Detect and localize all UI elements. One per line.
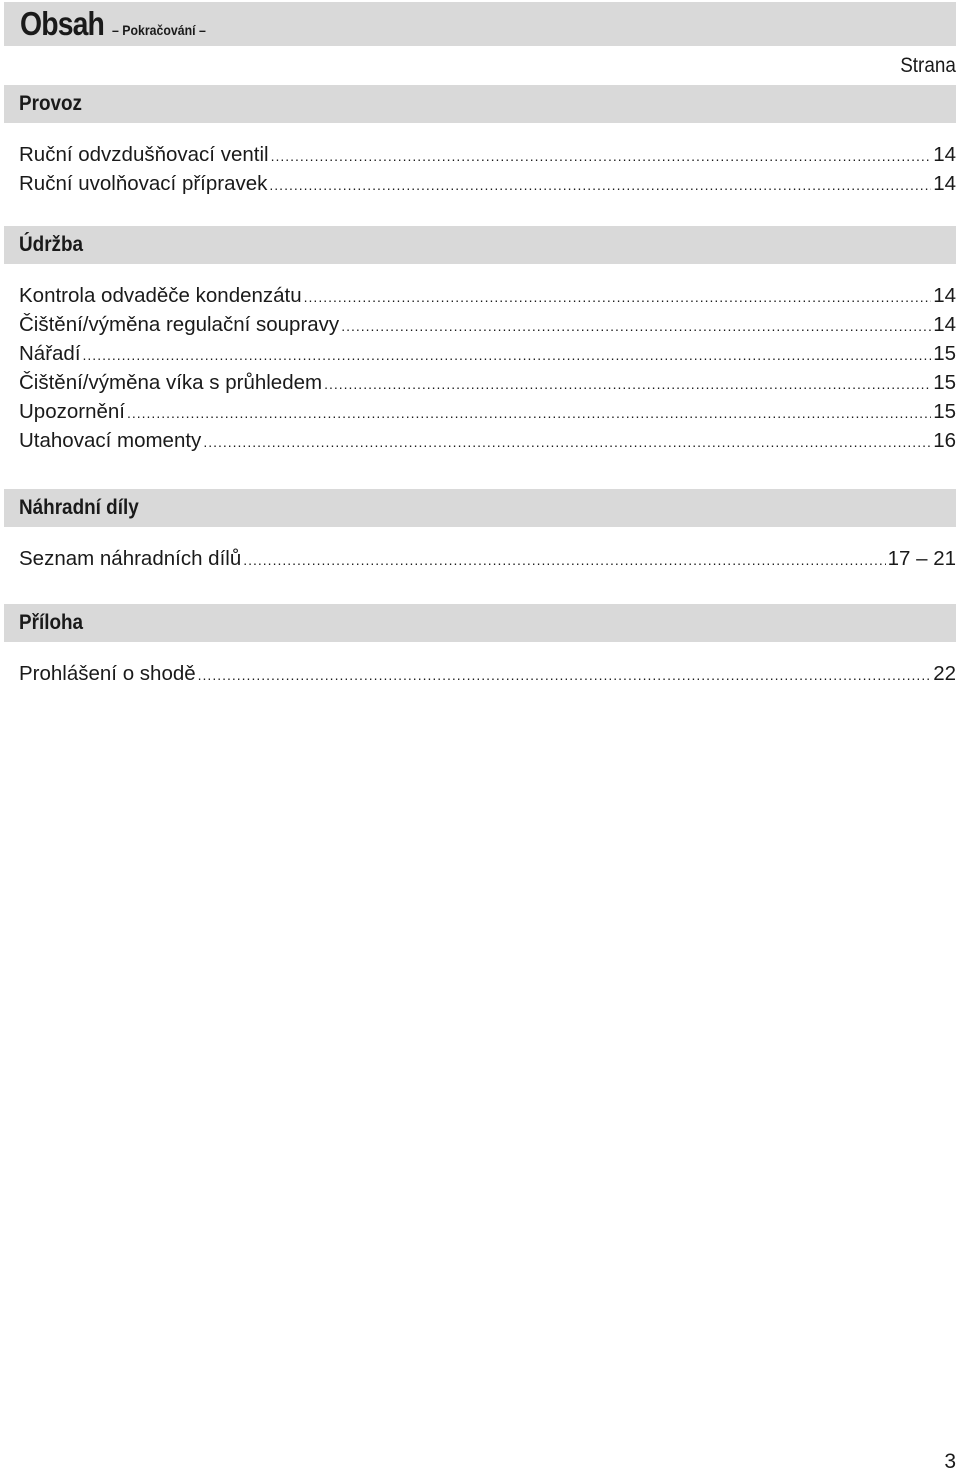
toc-entry-page: 16 bbox=[933, 429, 956, 452]
section-title: Náhradní díly bbox=[19, 496, 139, 519]
leader-dots bbox=[127, 399, 931, 426]
toc-entry-page: 22 bbox=[933, 662, 956, 685]
toc-entry-label: Ruční odvzdušňovací ventil bbox=[19, 143, 269, 166]
toc-list-provoz bbox=[19, 140, 956, 198]
leader-dots bbox=[198, 661, 932, 688]
toc-entry[interactable] bbox=[19, 140, 956, 169]
toc-entry[interactable] bbox=[19, 281, 956, 310]
section-title: Příloha bbox=[19, 611, 84, 634]
leader-dots bbox=[341, 312, 931, 339]
toc-entry-page: 14 bbox=[933, 284, 956, 307]
toc-entry-label: Ruční uvolňovací přípravek bbox=[19, 172, 268, 195]
toc-entry[interactable] bbox=[19, 659, 956, 688]
leader-dots bbox=[324, 370, 931, 397]
page-column-label: Strana bbox=[900, 54, 956, 77]
toc-entry-label: Seznam náhradních dílů bbox=[19, 547, 242, 570]
toc-entry-label: Čištění/výměna regulační soupravy bbox=[19, 313, 340, 336]
toc-entry-label: Nářadí bbox=[19, 342, 81, 365]
toc-entry-label: Kontrola odvaděče kondenzátu bbox=[19, 284, 302, 307]
section-header-provoz bbox=[4, 85, 956, 123]
page-title: Obsah bbox=[20, 5, 105, 42]
toc-entry-page: 15 bbox=[933, 371, 956, 394]
leader-dots bbox=[83, 341, 932, 368]
toc-list-priloha bbox=[19, 659, 956, 688]
page-subtitle: – Pokračování – bbox=[111, 22, 206, 38]
leader-dots bbox=[243, 546, 885, 573]
leader-dots bbox=[304, 283, 932, 310]
leader-dots bbox=[269, 171, 931, 198]
section-header-udrzba bbox=[4, 226, 956, 264]
toc-list-nahradni-dily bbox=[19, 544, 956, 573]
toc-entry-label: Upozornění bbox=[19, 400, 125, 423]
section-title: Údržba bbox=[19, 233, 84, 256]
toc-entry[interactable] bbox=[19, 368, 956, 397]
toc-entry-label: Čištění/výměna víka s průhledem bbox=[19, 371, 323, 394]
toc-entry-label: Prohlášení o shodě bbox=[19, 662, 196, 685]
toc-entry[interactable] bbox=[19, 397, 956, 426]
toc-entry-page: 14 bbox=[933, 143, 956, 166]
toc-entry-page: 15 bbox=[933, 342, 956, 365]
toc-entry[interactable] bbox=[19, 426, 956, 455]
page-number: 3 bbox=[944, 1450, 956, 1473]
toc-entry[interactable] bbox=[19, 339, 956, 368]
toc-list-udrzba bbox=[19, 281, 956, 455]
toc-entry-page: 17 – 21 bbox=[887, 547, 956, 570]
toc-entry-page: 15 bbox=[933, 400, 956, 423]
toc-entry[interactable] bbox=[19, 169, 956, 198]
leader-dots bbox=[271, 142, 932, 169]
toc-entry[interactable] bbox=[19, 544, 956, 573]
toc-entry-label: Utahovací momenty bbox=[19, 429, 202, 452]
page-header bbox=[4, 2, 956, 46]
section-header-priloha bbox=[4, 604, 956, 642]
section-title: Provoz bbox=[19, 92, 83, 115]
toc-entry-page: 14 bbox=[933, 313, 956, 336]
section-header-nahradni-dily bbox=[4, 489, 956, 527]
leader-dots bbox=[203, 428, 931, 455]
toc-entry[interactable] bbox=[19, 310, 956, 339]
toc-entry-page: 14 bbox=[933, 172, 956, 195]
